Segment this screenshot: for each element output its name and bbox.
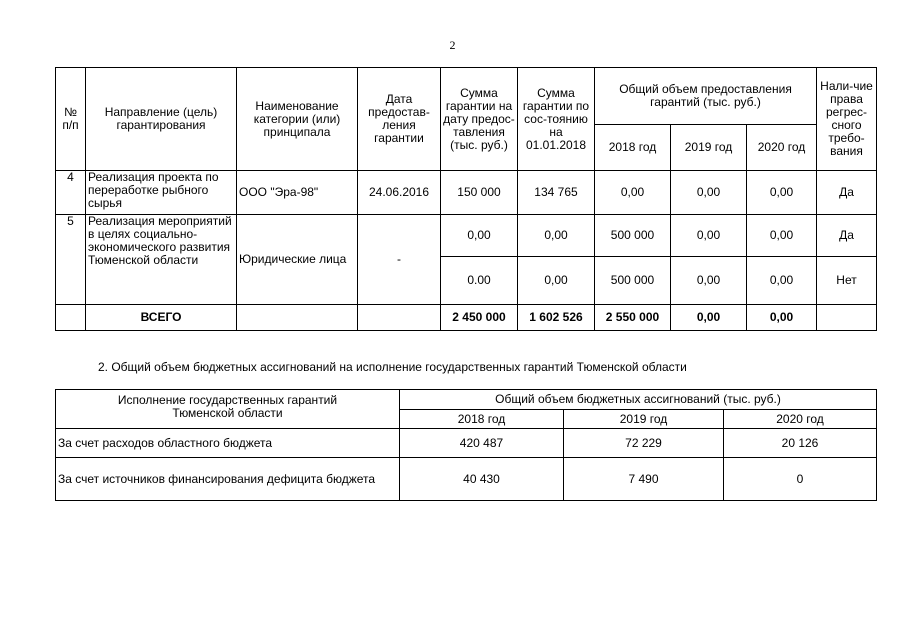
row5b-sum-at-date: 0.00 [441,257,518,305]
total-sum-2018: 1 602 526 [518,305,595,331]
row4-direction: Реализация проекта по переработке рыбного сырья [86,171,237,215]
row-deficit-label: За счет источников финансирования дефицита бюджета [56,458,400,501]
row4-regress: Да [817,171,877,215]
row4-2018: 0,00 [595,171,671,215]
header-sum-2018: Сумма гарантии по сос-тоянию на 01.01.2018 [518,68,595,171]
row-deficit-2019: 7 490 [564,458,724,501]
row-deficit-2018: 40 430 [400,458,564,501]
total-regress-empty [817,305,877,331]
row4-2019: 0,00 [671,171,747,215]
row5b-sum-2018: 0,00 [518,257,595,305]
row-regional-budget-2019: 72 229 [564,429,724,458]
header-date: Дата предостав-ления гарантии [358,68,441,171]
header-category: Наименование категории (или) принципала [237,68,358,171]
total-sum-at-date: 2 450 000 [441,305,518,331]
header-year-2018: 2018 год [595,125,671,171]
header-appropriations-total: Общий объем бюджетных ассигнований (тыс. руб.) [400,390,877,410]
total-2020: 0,00 [747,305,817,331]
header-total-volume: Общий объем предоставления гарантий (тыс. руб.) [595,68,817,125]
row5b-2019: 0,00 [671,257,747,305]
row4-sum-2018: 134 765 [518,171,595,215]
row5-category: Юридические лица [237,215,358,305]
header-execution: Исполнение государственных гарантий Тюменской области [56,390,400,429]
row4-sum-at-date: 150 000 [441,171,518,215]
total-category-empty [237,305,358,331]
total-row [56,305,877,331]
table-row [56,429,877,458]
header2-year-2020: 2020 год [724,410,877,429]
row5a-2018: 500 000 [595,215,671,257]
page-number: 2 [449,38,456,52]
header-year-2020: 2020 год [747,125,817,171]
header-direction: Направление (цель) гарантирования [86,68,237,171]
total-label: ВСЕГО [86,305,237,331]
table-row [56,458,877,501]
section2-title: 2. Общий объем бюджетных ассигнований на исполнение государственных гарантий Тюменской области [98,360,687,374]
row4-date: 24.06.2016 [358,171,441,215]
row5a-2020: 0,00 [747,215,817,257]
row5a-regress: Да [817,215,877,257]
row5a-sum-at-date: 0,00 [441,215,518,257]
row-deficit-2020: 0 [724,458,877,501]
total-date-empty [358,305,441,331]
row5a-sum-2018: 0,00 [518,215,595,257]
table-row [56,171,877,215]
header2-year-2018: 2018 год [400,410,564,429]
table-row [56,215,877,257]
header-num: № п/п [56,68,86,171]
row-regional-budget-label: За счет расходов областного бюджета [56,429,400,458]
row4-num: 4 [56,171,86,215]
total-2019: 0,00 [671,305,747,331]
row5-num: 5 [56,215,86,305]
row-regional-budget-2020: 20 126 [724,429,877,458]
header-regress: Нали-чие права регрес-сного требо-вания [817,68,877,171]
row4-category: ООО "Эра-98" [237,171,358,215]
row5b-regress: Нет [817,257,877,305]
row5-direction: Реализация мероприятий в целях социально-экономического развития Тюменской области [86,215,237,305]
header2-year-2019: 2019 год [564,410,724,429]
row5a-2019: 0,00 [671,215,747,257]
total-2018: 2 550 000 [595,305,671,331]
row4-2020: 0,00 [747,171,817,215]
guarantees-table [55,67,877,331]
header-sum-at-date: Сумма гарантии на дату предос-тавления (тыс. руб.) [441,68,518,171]
header-year-2019: 2019 год [671,125,747,171]
row5b-2020: 0,00 [747,257,817,305]
total-num-empty [56,305,86,331]
appropriations-table [55,389,877,501]
row5b-2018: 500 000 [595,257,671,305]
row5-date: - [358,215,441,305]
row-regional-budget-2018: 420 487 [400,429,564,458]
